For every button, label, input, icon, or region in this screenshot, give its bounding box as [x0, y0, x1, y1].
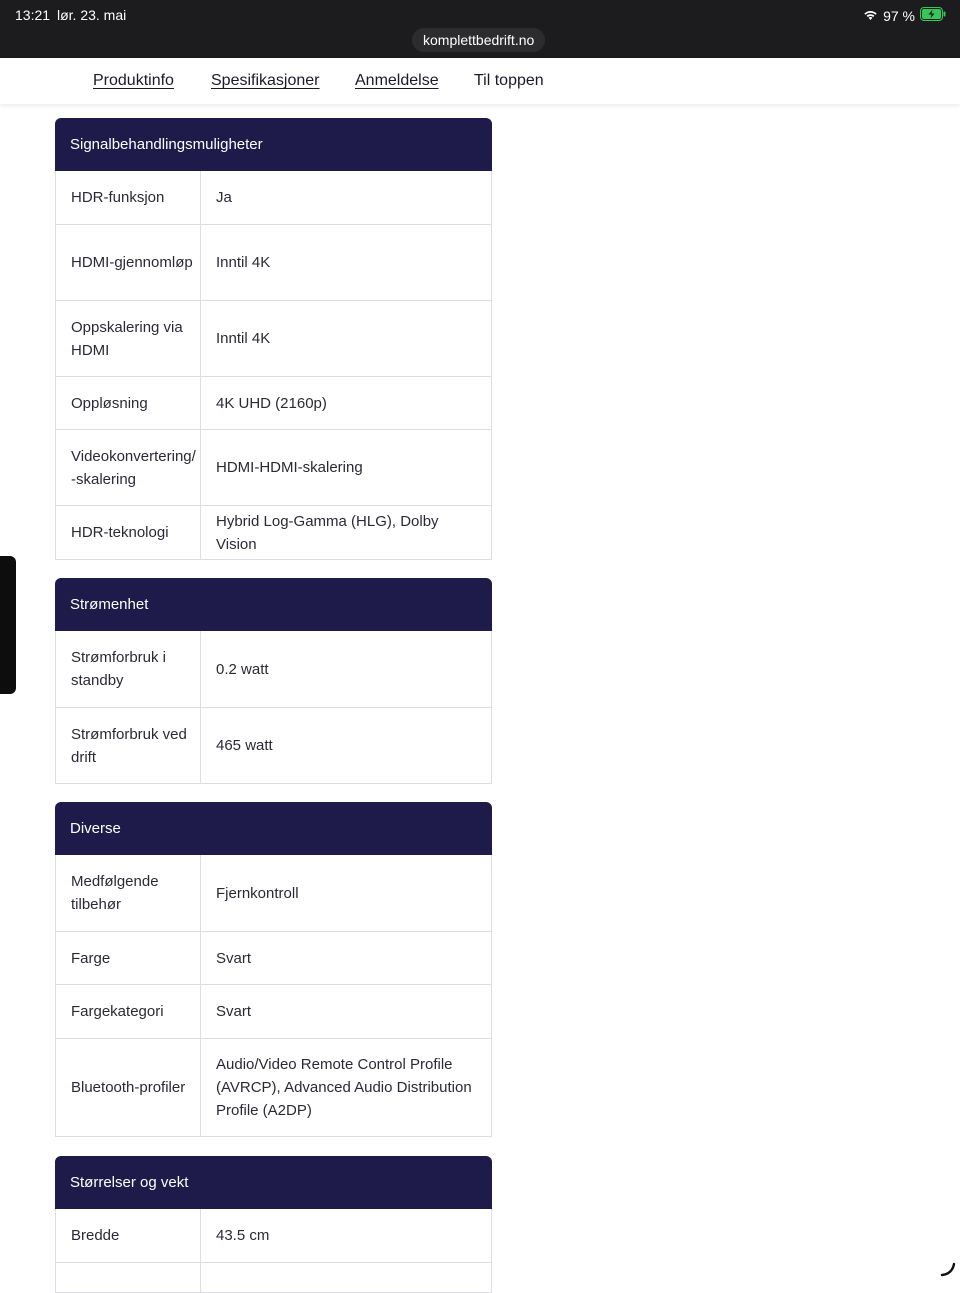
spec-key [56, 1263, 201, 1292]
status-time: 13:21 [15, 7, 51, 23]
spec-key: Bluetooth-profiler [56, 1039, 201, 1136]
spec-section-size [55, 1156, 492, 1293]
table-row [55, 301, 492, 377]
spec-value: Ja [216, 189, 232, 206]
spec-key: Strømforbruk ved drift [56, 708, 201, 783]
spec-key: Oppskalering via HDMI [56, 301, 201, 376]
table-row [55, 225, 492, 301]
spec-key: HDR-teknologi [56, 506, 201, 559]
table-row [55, 1039, 492, 1137]
table-row [55, 855, 492, 932]
nav-til-toppen[interactable]: Til toppen [474, 72, 544, 89]
spec-key: HDMI-gjennomløp [56, 225, 201, 300]
status-date: lør. 23. mai [57, 7, 127, 23]
spec-value: Inntil 4K [216, 330, 271, 347]
table-row [55, 506, 492, 560]
corner-gesture-icon [940, 1261, 956, 1277]
section-nav [0, 58, 960, 104]
spec-value: 465 watt [216, 737, 273, 754]
spec-key: Fargekategori [56, 985, 201, 1038]
spec-value: Fjernkontroll [216, 884, 299, 902]
spec-key: Videokonvertering/-skalering [56, 430, 201, 505]
status-bar [0, 0, 960, 58]
spec-value: 0.2 watt [216, 660, 269, 678]
spec-key: Medfølgende tilbehør [56, 855, 201, 931]
side-drawer-handle[interactable] [0, 556, 16, 694]
spec-key: HDR-funksjon [56, 171, 201, 224]
table-row [55, 631, 492, 708]
spec-value: Inntil 4K [216, 254, 271, 271]
spec-value: Svart [216, 949, 252, 967]
table-row [55, 985, 492, 1039]
spec-key: Strømforbruk i standby [56, 631, 201, 707]
wifi-icon [863, 8, 878, 24]
table-row [55, 430, 492, 506]
spec-section-signal [55, 118, 492, 560]
section-title: Strømenhet [55, 578, 492, 631]
section-title: Signalbehandlingsmuligheter [55, 118, 492, 171]
battery-charging-icon [920, 7, 946, 24]
table-row [55, 932, 492, 985]
table-row [55, 171, 492, 225]
spec-key: Oppløsning [56, 377, 201, 429]
table-row [55, 377, 492, 430]
status-right [863, 7, 946, 24]
section-title: Diverse [55, 802, 492, 855]
spec-value: 43.5 cm [216, 1227, 270, 1244]
section-title: Størrelser og vekt [55, 1156, 492, 1209]
battery-percent: 97 % [883, 7, 915, 24]
spec-value: HDMI-HDMI-skalering [216, 459, 363, 476]
spec-value [201, 1263, 491, 1292]
spec-value: Hybrid Log-Gamma (HLG), Dolby Vision [216, 512, 439, 553]
url-bar[interactable]: komplettbedrift.no [412, 28, 545, 52]
spec-key: Bredde [56, 1209, 201, 1262]
nav-anmeldelse[interactable]: Anmeldelse [355, 72, 439, 89]
table-row [55, 1263, 492, 1293]
table-row [55, 708, 492, 784]
nav-produktinfo[interactable]: Produktinfo [93, 72, 174, 89]
spec-key: Farge [56, 932, 201, 984]
spec-value: Audio/Video Remote Control Profile (AVRCP), Advanced Audio Distribution Profile (A2DP) [216, 1056, 472, 1119]
nav-spesifikasjoner[interactable]: Spesifikasjoner [211, 72, 320, 89]
table-row [55, 1209, 492, 1263]
spec-section-misc [55, 802, 492, 1137]
spec-value: Svart [216, 1003, 252, 1020]
spec-section-power [55, 578, 492, 784]
spec-value: 4K UHD (2160p) [216, 394, 327, 412]
